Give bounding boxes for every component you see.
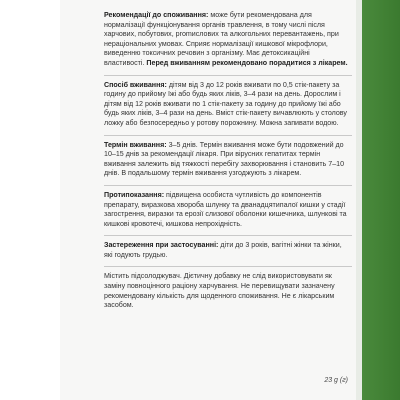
- section-heading: Протипоказання:: [104, 190, 165, 199]
- section-recommendations: [104, 8, 352, 73]
- net-weight: 23 g (г): [324, 377, 348, 384]
- section-usage: [104, 78, 352, 133]
- section-heading: Рекомендації до споживання:: [104, 11, 209, 19]
- section-bold-tail: Перед вживанням рекомендовано порадитися з лікарем.: [146, 58, 348, 67]
- section-body: підвищена особиста чутливість до компонентів препарату, виразкова хвороба шлунку та дванадцятипалої кишки у стадії загострення, виразки та ерозії слизової оболонки кишечника, шлункові та кишкові кровотечі, кишкова непрохідність.: [104, 190, 347, 228]
- divider: [104, 135, 352, 136]
- section-body: діти до 3 років, вагітні жінки та жінки, які годують грудью.: [104, 241, 342, 259]
- label-text: [104, 8, 352, 315]
- section-body: дітям від 3 до 12 років вживати по 0,5 стік-пакету за годину до прийому їжі або будь яких ліків, 3–4 рази на день. Дорослим і дітям від 12 років вживати по 1 стік-пакету за годину до прийому їжі або будь яких ліків, 3–4 рази на день. Вміст стік-пакету вичавлюють у столову ложку або безпосередньо у ротову порожнину. Можна запивати водою.: [104, 80, 347, 127]
- divider: [104, 75, 352, 76]
- divider: [104, 185, 352, 186]
- divider: [104, 266, 352, 267]
- section-body: може бути рекомендована для нормалізації функціонування органів травлення, в тому числі після харчових, побутових, promислових та алкогольних перевантажень, при нераціональних умовах. Сприяє нормалізації кишкової мікрофлори, виведенню токсичних речовин з організму. Має детоксикаційні властивості.: [104, 11, 339, 67]
- section-warnings: [104, 238, 352, 264]
- section-contraindications: [104, 188, 352, 233]
- section-duration: [104, 138, 352, 183]
- section-heading: Застереження при застосуванні:: [104, 241, 219, 250]
- closing-text: Містить підсолоджувач. Дієтичну добавку не слід використовувати як заміну повноцінного раціону харчування. Не перевищувати зазначену рекомендовану кількість для щоденного споживання. Не є лікарським засобом.: [104, 272, 335, 310]
- section-heading: Термін вживання:: [104, 140, 167, 149]
- section-heading: Спосіб вживання:: [104, 80, 167, 89]
- section-body: 3–5 днів. Термін вживання може бути подовжений до 10–15 днів за рекомендації лікаря. При вірусних гепатитах термін вживання залежить від тяжкості перебігу захворювання і становить 7–10 днів. В подальшому термін вживання узгоджують з лікарем.: [104, 140, 345, 178]
- green-stripe: [362, 0, 400, 400]
- divider: [104, 235, 352, 236]
